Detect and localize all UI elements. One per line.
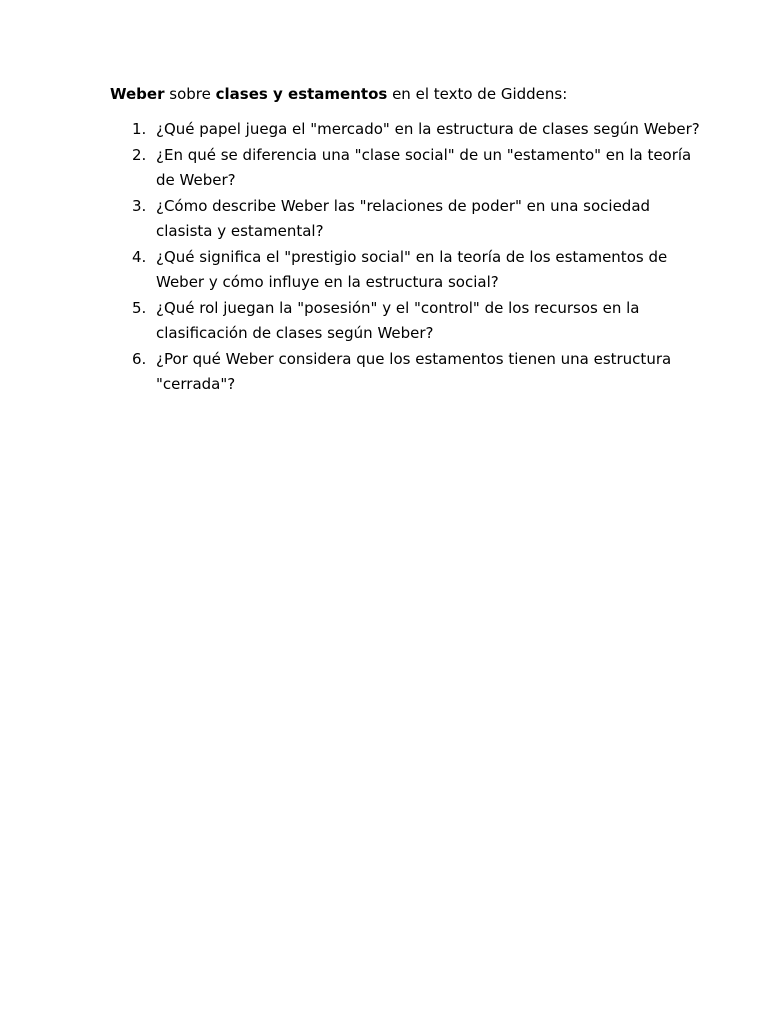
question-item — [110, 143, 710, 194]
question-text: ¿Qué rol juegan la "posesión" y el "control" de los recursos en la clasificación de clases según Weber? — [156, 298, 640, 342]
question-number: 5. — [132, 298, 147, 317]
heading-topic: clases y estamentos — [215, 85, 388, 103]
question-text: ¿En qué se diferencia una "clase social" de un "estamento" en la teoría de Weber? — [156, 145, 692, 189]
question-item — [110, 117, 710, 143]
question-item — [110, 245, 710, 296]
question-list — [110, 117, 710, 398]
heading-source: en el texto de Giddens: — [387, 85, 568, 103]
question-item — [110, 194, 710, 245]
question-text: ¿Qué significa el "prestigio social" en la teoría de los estamentos de Weber y cómo influye en la estructura social? — [156, 247, 668, 291]
question-number: 2. — [132, 145, 147, 164]
question-text: ¿Qué papel juega el "mercado" en la estructura de clases según Weber? — [156, 120, 700, 138]
question-item — [110, 347, 710, 398]
question-number: 4. — [132, 247, 147, 266]
question-text: ¿Por qué Weber considera que los estamentos tienen una estructura "cerrada"? — [156, 349, 672, 393]
heading-connector: sobre — [164, 85, 216, 103]
question-text: ¿Cómo describe Weber las "relaciones de poder" en una sociedad clasista y estamental? — [156, 196, 651, 240]
question-number: 1. — [132, 120, 147, 138]
question-number: 3. — [132, 196, 147, 215]
question-item — [110, 296, 710, 347]
document-heading — [110, 84, 567, 104]
heading-weber: Weber — [110, 85, 165, 103]
question-number: 6. — [132, 349, 147, 368]
